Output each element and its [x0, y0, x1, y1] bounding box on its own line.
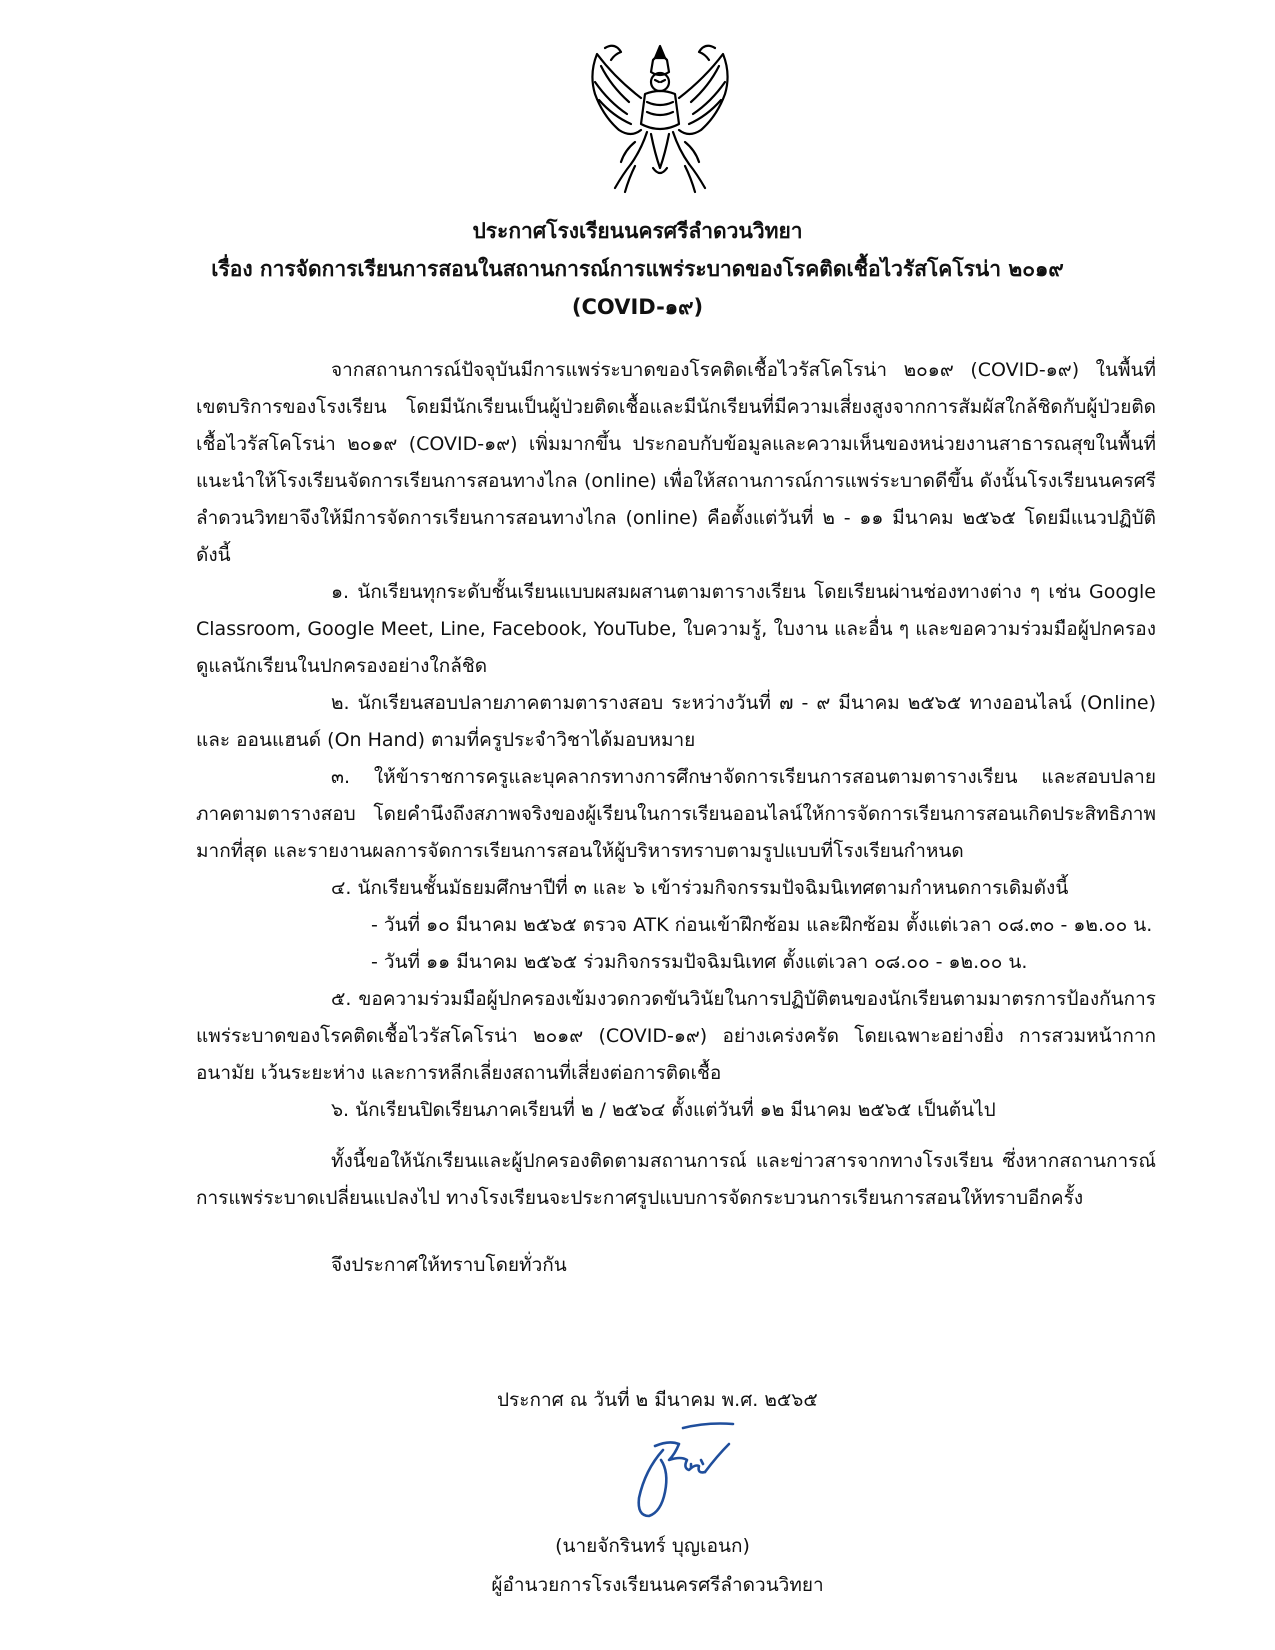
- guideline-item-3: ๓. ให้ข้าราชการครูและบุคลากรทางการศึกษาจัดการเรียนการสอนตามตารางเรียน และสอบปลายภาคตามตารางสอบ โดยคำนึงถึงสภาพจริงของผู้เรียนในการเรียนออนไลน์ให้การจัดการเรียนการสอนเกิดประสิทธิภาพมากที่สุด และรายงานผลการจัดการเรียนการสอนให้ผู้บริหารทราบตามรูปแบบที่โรงเรียนกำหนด: [196, 766, 1156, 862]
- announcement-subject-cont: (COVID-๑๙): [571, 295, 704, 319]
- garuda-emblem-icon: [575, 38, 745, 198]
- announcement-date-text: ประกาศ ณ วันที่ ๒ มีนาคม พ.ศ. ๒๕๖๕: [497, 1389, 818, 1411]
- signer-title: [0, 1567, 1275, 1604]
- guideline-item-5: ๕. ขอความร่วมมือผู้ปกครองเข้มงวดกวดขันวินัยในการปฏิบัติตนของนักเรียนตามมาตรการป้องกันการแพร่ระบาดของโรคติดเชื้อไวรัสโคโรน่า ๒๐๑๙ (COVID-๑๙) อย่างเคร่งครัด โดยเฉพาะอย่างยิ่ง การสวมหน้ากากอนามัย เว้นระยะห่าง และการหลีกเลี่ยงสถานที่เสี่ยงต่อการติดเชื้อ: [196, 988, 1156, 1084]
- guideline-item-1: ๑. นักเรียนทุกระดับชั้นเรียนแบบผสมผสานตามตารางเรียน โดยเรียนผ่านช่องทางต่าง ๆ เช่น Google Classroom, Google Meet, Line, Facebook, YouTube, ใบความรู้, ใบงาน และอื่น ๆ และขอความร่วมมือผู้ปกครองดูแลนักเรียนในปกครองอย่างใกล้ชิด: [196, 581, 1156, 677]
- guideline-item-2: ๒. นักเรียนสอบปลายภาคตามตารางสอบ ระหว่างวันที่ ๗ - ๙ มีนาคม ๒๕๖๕ ทางออนไลน์ (Online) และ ออนแฮนด์ (On Hand) ตามที่ครูประจำวิชาได้มอบหมาย: [196, 692, 1156, 751]
- signer-title-text: ผู้อำนวยการโรงเรียนนครศรีลำดวนวิทยา: [491, 1574, 824, 1596]
- signer-name: [0, 1528, 1275, 1565]
- signer-name-text: (นายจักรินทร์ บุญเอนก): [555, 1535, 750, 1557]
- announcement-title: ประกาศโรงเรียนนครศรีลำดวนวิทยา: [472, 219, 803, 243]
- guideline-subitem-2: - วันที่ ๑๑ มีนาคม ๒๕๖๕ ร่วมกิจกรรมปัจฉิมนิเทศ ตั้งแต่เวลา ๐๘.๐๐ - ๑๒.๐๐ น.: [371, 951, 1028, 973]
- guideline-item-4: ๔. นักเรียนชั้นมัธยมศึกษาปีที่ ๓ และ ๖ เข้าร่วมกิจกรรมปัจฉิมนิเทศตามกำหนดการเดิมดังนี้: [331, 877, 1069, 899]
- closing-paragraph: ทั้งนี้ขอให้นักเรียนและผู้ปกครองติดตามสถานการณ์ และข่าวสารจากทางโรงเรียน ซึ่งหากสถานการณ์การแพร่ระบาดเปลี่ยนแปลงไป ทางโรงเรียนจะประกาศรูปแบบการจัดกระบวนการเรียนการสอนให้ทราบอีกครั้ง: [196, 1150, 1156, 1209]
- document-header: [0, 212, 1275, 326]
- guideline-subitem-1: - วันที่ ๑๐ มีนาคม ๒๕๖๕ ตรวจ ATK ก่อนเข้าฝึกซ้อม และฝึกซ้อม ตั้งแต่เวลา ๐๘.๓๐ - ๑๒.๐๐ น.: [371, 914, 1153, 936]
- announcement-subject: เรื่อง การจัดการเรียนการสอนในสถานการณ์การแพร่ระบาดของโรคติดเชื้อไวรัสโคโรน่า ๒๐๑๙: [211, 257, 1064, 281]
- intro-paragraph: จากสถานการณ์ปัจจุบันมีการแพร่ระบาดของโรคติดเชื้อไวรัสโคโรน่า ๒๐๑๙ (COVID-๑๙) ในพื้นที่เขตบริการของโรงเรียน โดยมีนักเรียนเป็นผู้ป่วยติดเชื้อและมีนักเรียนที่มีความเสี่ยงสูงจากการสัมผัสใกล้ชิดกับผู้ป่วยติดเชื้อไวรัสโคโรน่า ๒๐๑๙ (COVID-๑๙) เพิ่มมากขึ้น ประกอบกับข้อมูลและความเห็นของหน่วยงานสาธารณสุขในพื้นที่แนะนำให้โรงเรียนจัดการเรียนการสอนทางไกล (online) เพื่อให้สถานการณ์การแพร่ระบาดดีขึ้น ดังนั้นโรงเรียนนครศรีลำดวนวิทยาจึงให้มีการจัดการเรียนการสอนทางไกล (online) คือตั้งแต่วันที่ ๒ - ๑๑ มีนาคม ๒๕๖๕ โดยมีแนวปฏิบัติดังนี้: [196, 359, 1156, 566]
- signature-icon: [625, 1420, 745, 1530]
- announcement-body: [196, 352, 1156, 1284]
- announce-line: จึงประกาศให้ทราบโดยทั่วกัน: [331, 1254, 567, 1276]
- guideline-item-6: ๖. นักเรียนปิดเรียนภาคเรียนที่ ๒ / ๒๕๖๔ ตั้งแต่วันที่ ๑๒ มีนาคม ๒๕๖๕ เป็นต้นไป: [331, 1099, 996, 1121]
